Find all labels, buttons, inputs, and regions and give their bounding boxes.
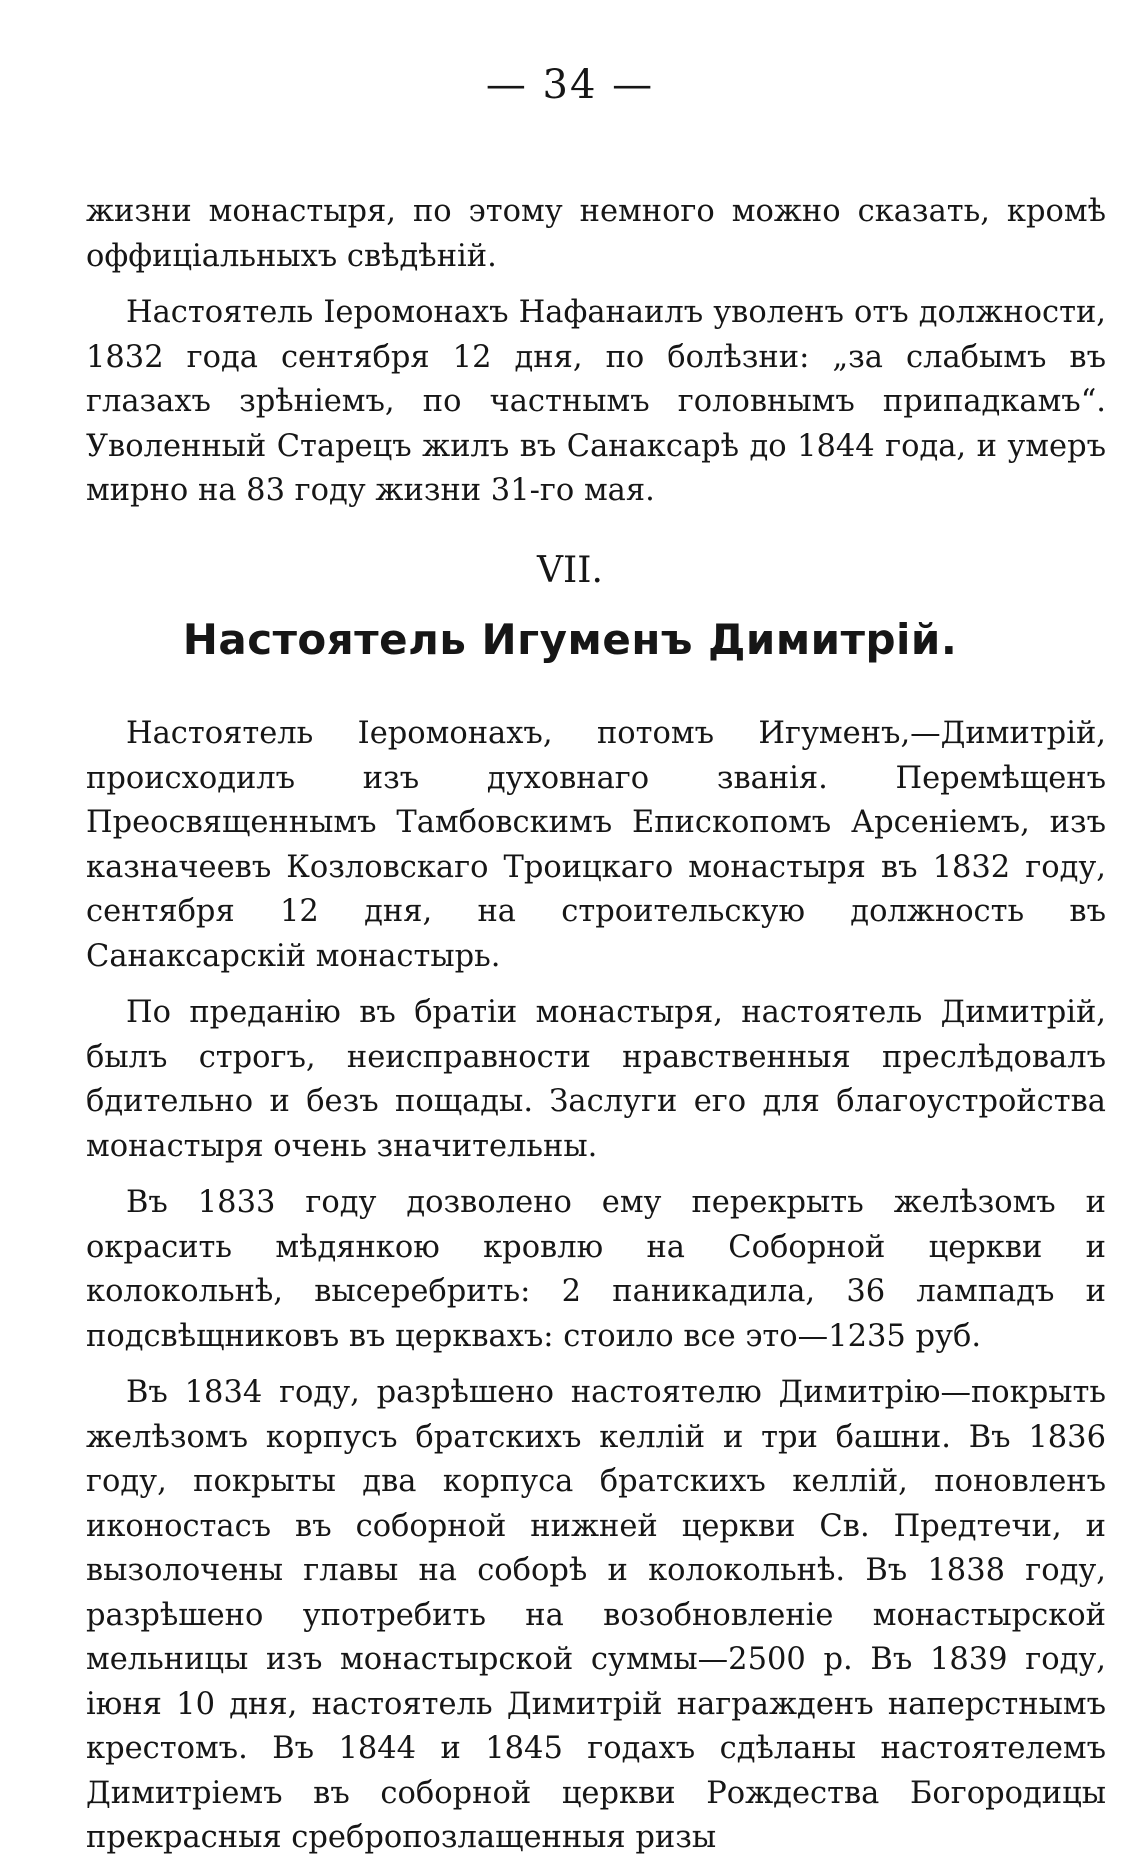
paragraph: По преданію въ братіи монастыря, настоятель Димитрій, былъ строгъ, неисправности нравственныя преслѣдовалъ бдительно и безъ пощады. Заслуги его для благоустройства монастыря очень значительны. <box>86 995 1106 1164</box>
paragraph: Въ 1833 году дозволено ему перекрыть желѣзомъ и окрасить мѣдянкою кровлю на Соборной церкви и колокольнѣ, высеребрить: 2 паникадила, 36 лампадъ и подсвѣщниковъ въ церквахъ: стоило все это—1235 руб. <box>86 1185 1106 1354</box>
paragraph: Въ 1834 году, разрѣшено настоятелю Димитрію—покрыть желѣзомъ корпусъ братскихъ келлій и три башни. Въ 1836 году, покрыты два корпуса братскихъ келлій, поновленъ иконостасъ въ соборной нижней церкви Св. Предтечи, и вызолочены главы на соборѣ и колокольнѣ. Въ 1838 году, разрѣшено употребить на возобновленіе монастырской мельницы изъ монастырской суммы—2500 р. Въ 1839 году, іюня 10 дня, настоятель Димитрій награжденъ наперстнымъ крестомъ. Въ 1844 и 1845 годахъ сдѣланы настоятелемъ Димитріемъ въ соборной церкви Рождества Богородицы прекрасныя сребропозлащенныя ризы <box>86 1375 1106 1855</box>
body-text-block <box>86 712 1106 1861</box>
paragraph: Настоятель Іеромонахъ Нафанаилъ уволенъ отъ должности, 1832 года сентября 12 дня, по болѣзни: „за слабымъ въ глазахъ зрѣніемъ, по частнымъ головнымъ припадкамъ“. Уволенный Старецъ жилъ въ Санаксарѣ до 1844 года, и умеръ мирно на 83 году жизни 31-го мая. <box>86 295 1106 508</box>
paragraph: жизни монастыря, по этому немного можно сказать, кромѣ оффиціальныхъ свѣдѣній. <box>86 194 1106 274</box>
paragraph: Настоятель Іеромонахъ, потомъ Игуменъ,—Димитрій, происходилъ изъ духовнаго званія. Перемѣщенъ Преосвященнымъ Тамбовскимъ Епископомъ Арсеніемъ, изъ казначеевъ Козловскаго Троицкаго монастыря въ 1832 году, сентября 12 дня, на строительскую должность въ Санаксарскій монастырь. <box>86 716 1106 974</box>
top-text-block <box>86 190 1106 514</box>
section-number: VII. <box>537 550 603 591</box>
page-number: — 34 — <box>485 62 655 108</box>
section-title: Настоятель Игуменъ Димитрій. <box>182 615 958 664</box>
